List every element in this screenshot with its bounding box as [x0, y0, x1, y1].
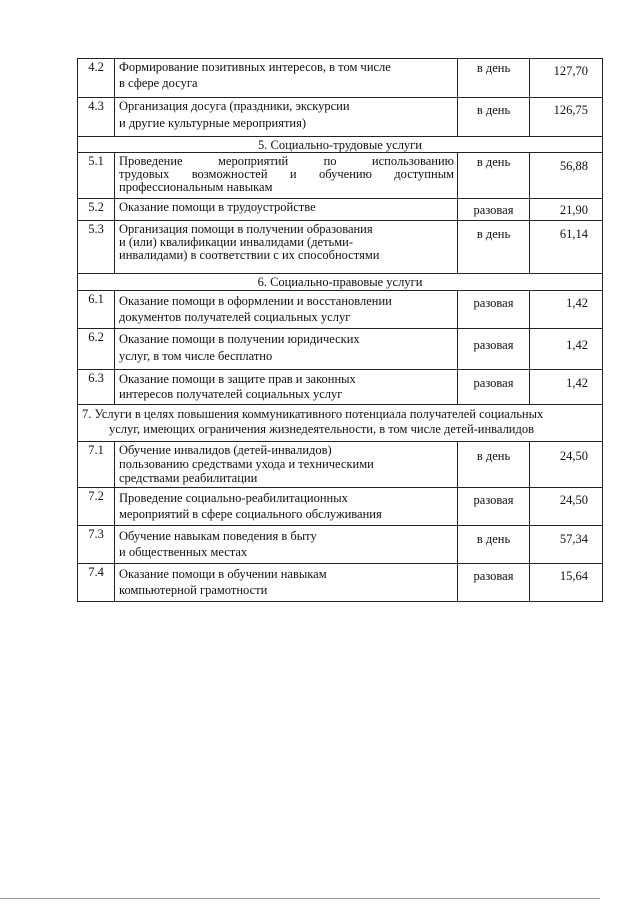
service-name-line: услуг, в том числе бесплатно [119, 349, 273, 363]
service-name [115, 291, 458, 328]
service-name-line: пользованию средствами ухода и техническими [119, 457, 374, 471]
service-name-line: и другие культурные мероприятия) [119, 116, 307, 130]
service-unit: разовая [458, 564, 530, 601]
row-number: 7.4 [78, 564, 115, 601]
service-name [115, 526, 458, 563]
service-price: 57,34 [530, 526, 603, 563]
service-price: 126,75 [530, 98, 603, 136]
service-price: 56,88 [530, 153, 603, 198]
service-name-line: и общественных местах [119, 545, 248, 559]
service-name-line: инвалидами) в соответствии с их способностями [119, 248, 380, 262]
service-unit: разовая [458, 291, 530, 328]
section-heading-line: 7. Услуги в целях повышения коммуникативного потенциала получателей социальных [82, 407, 544, 421]
service-price: 1,42 [530, 370, 603, 404]
service-name-line: профессиональным навыкам [119, 180, 273, 194]
service-name-line: Организация досуга (праздники, экскурсии [119, 99, 350, 113]
row-number: 5.1 [78, 153, 115, 198]
service-name-line: интересов получателей социальных услуг [119, 387, 343, 401]
service-name-line: Оказание помощи в защите прав и законных [119, 372, 356, 386]
service-unit: в день [458, 526, 530, 563]
row-number: 6.2 [78, 329, 115, 369]
service-name-line: мероприятий в сфере социального обслуживания [119, 507, 382, 521]
service-name [115, 153, 458, 198]
section-heading: 5. Социально-трудовые услуги [78, 137, 603, 153]
service-name [115, 59, 458, 97]
service-name-line: в сфере досуга [119, 76, 198, 90]
service-unit: в день [458, 153, 530, 198]
service-name-line: трудовых возможностей и обучению доступным [119, 167, 454, 181]
row-number: 7.2 [78, 488, 115, 525]
service-name-line: Организация помощи в получении образования [119, 222, 373, 236]
scan-edge-divider [0, 898, 600, 899]
row-number: 5.3 [78, 221, 115, 273]
table-row [78, 488, 603, 526]
table-row [78, 153, 603, 199]
service-name [115, 370, 458, 404]
service-name-line: Проведение мероприятий по использованию [119, 154, 454, 168]
service-price: 15,64 [530, 564, 603, 601]
row-number: 6.1 [78, 291, 115, 328]
row-number: 7.1 [78, 442, 115, 487]
section-heading [78, 405, 603, 442]
service-unit: разовая [458, 199, 530, 220]
service-name-line: документов получателей социальных услуг [119, 310, 351, 324]
row-number: 4.2 [78, 59, 115, 97]
row-number: 4.3 [78, 98, 115, 136]
service-unit: в день [458, 59, 530, 97]
service-name [115, 564, 458, 601]
table-row [78, 564, 603, 602]
service-unit: в день [458, 98, 530, 136]
service-name-line: Оказание помощи в обучении навыкам [119, 567, 327, 581]
service-name-line: Обучение инвалидов (детей-инвалидов) [119, 443, 332, 457]
service-name: Оказание помощи в трудоустройстве [115, 199, 458, 220]
service-unit: в день [458, 442, 530, 487]
row-number: 5.2 [78, 199, 115, 220]
service-price: 24,50 [530, 442, 603, 487]
table-row [78, 370, 603, 405]
service-price: 1,42 [530, 291, 603, 328]
service-price: 127,70 [530, 59, 603, 97]
service-name-line: Формирование позитивных интересов, в том числе [119, 60, 391, 74]
service-name [115, 221, 458, 273]
service-name-line: Обучение навыкам поведения в быту [119, 529, 317, 543]
service-price: 21,90 [530, 199, 603, 220]
service-name-line: Проведение социально-реабилитационных [119, 491, 348, 505]
table-row [78, 98, 603, 137]
service-price: 24,50 [530, 488, 603, 525]
service-name [115, 329, 458, 369]
service-unit: разовая [458, 488, 530, 525]
table-row [78, 442, 603, 488]
table-row [78, 526, 603, 564]
service-unit: разовая [458, 370, 530, 404]
table-row [78, 221, 603, 274]
service-name-line: средствами реабилитации [119, 471, 258, 485]
service-name-line: и (или) квалификации инвалидами (детьми- [119, 235, 354, 249]
service-price: 1,42 [530, 329, 603, 369]
section-heading: 6. Социально-правовые услуги [78, 274, 603, 291]
service-name [115, 98, 458, 136]
row-number: 6.3 [78, 370, 115, 404]
table-row [78, 329, 603, 370]
services-table [77, 58, 603, 602]
service-name-line: Оказание помощи в получении юридических [119, 332, 360, 346]
service-unit: в день [458, 221, 530, 273]
table-row [78, 59, 603, 98]
service-price: 61,14 [530, 221, 603, 273]
service-name-line: компьютерной грамотности [119, 583, 268, 597]
section-heading-line: услуг, имеющих ограничения жизнедеятельности, в том числе детей-инвалидов [109, 422, 535, 436]
table-row [78, 199, 603, 221]
row-number: 7.3 [78, 526, 115, 563]
service-name [115, 442, 458, 487]
table-row [78, 291, 603, 329]
service-name [115, 488, 458, 525]
service-unit: разовая [458, 329, 530, 369]
service-name-line: Оказание помощи в оформлении и восстановлении [119, 294, 392, 308]
